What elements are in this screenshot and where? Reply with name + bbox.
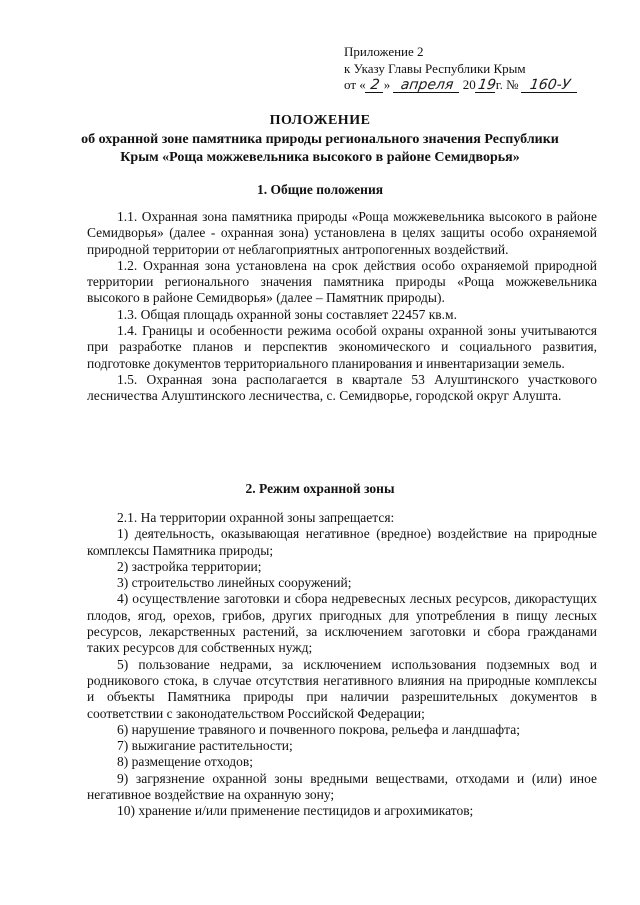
list-item-9: 9) загрязнение охранной зоны вредными веществами, отходами и (или) иное негативное воздействие на охранную зону; xyxy=(87,770,597,803)
document-subtitle xyxy=(0,131,640,167)
paragraph-1-5: 1.5. Охранная зона располагается в квартале 53 Алуштинского участкового лесничества Алуштинского лесничества, с. Семидворье, городской округ Алушта. xyxy=(87,371,597,404)
appendix-line-2: к Указу Главы Республики Крым xyxy=(344,60,526,76)
list-item-8: 8) размещение отходов; xyxy=(117,754,254,770)
document-subtitle-line-1: об охранной зоне памятника природы регионального значения Республики xyxy=(81,132,559,147)
appendix-block xyxy=(344,44,578,94)
handwritten-month: апреля xyxy=(392,78,460,93)
paragraph-1-1: 1.1. Охранная зона памятника природы «Роща можжевельника высокого в районе Семидворья» (далее - охранная зона) установлена в целях защиты особо охраняемой природной территории от неблагоприятных антропогенных воздействий. xyxy=(87,209,597,257)
list-item-10: 10) хранение и/или применение пестицидов и агрохимикатов; xyxy=(117,803,474,819)
paragraph-2-1: 2.1. На территории охранной зоны запрещается: xyxy=(117,510,395,525)
document-title: ПОЛОЖЕНИЕ xyxy=(269,113,371,128)
list-item-5: 5) пользование недрами, за исключением использования подземных вод и родникового стока, в случае отсутствия негативного влияния на природные комплексы и объекты Памятника природы при наличии разрешительных документов в соответствии с законодательством Российской Федерации; xyxy=(87,656,597,721)
section-2-heading: 2. Режим охранной зоны xyxy=(245,481,395,496)
list-item-4: 4) осуществление заготовки и сбора недревесных лесных ресурсов, дикорастущих плодов, ягод, орехов, грибов, других пригодных для употребления в пищу лесных ресурсов, лекарственных растений, за исключением заготовки и сбора гражданами таких ресурсов для собственных нужд; xyxy=(87,591,597,656)
year-prefix: 20 xyxy=(462,77,476,92)
handwritten-day: 2 xyxy=(365,78,385,93)
section-1-body xyxy=(87,209,597,405)
section-2-body xyxy=(87,510,597,820)
paragraph-1-2: 1.2. Охранная зона установлена на срок действия особо охраняемой природной территории регионального значения памятника природы «Роща можжевельника высокого в районе Семидворья» (далее – Памятник природы). xyxy=(87,257,597,306)
list-item-1: 1) деятельность, оказывающая негативное (вредное) воздействие на природные комплексы Памятника природы; xyxy=(87,526,597,558)
date-prefix: от « xyxy=(344,77,366,92)
document-subtitle-line-2: Крым «Роща можжевельника высокого в районе Семидворья» xyxy=(120,150,520,165)
list-item-3: 3) строительство линейных сооружений; xyxy=(117,575,352,591)
paragraph-1-3: 1.3. Общая площадь охранной зоны составляет 22457 кв.м. xyxy=(117,306,457,322)
date-mid: » xyxy=(383,77,391,92)
year-end: г. № xyxy=(495,77,519,92)
paragraph-1-4: 1.4. Границы и особенности режима особой охраны охранной зоны учитываются при разработке планов и перспектив экономического и социального развития, подготовке документов территориального планирования и инвентаризации земель. xyxy=(87,323,597,371)
section-1-heading: 1. Общие положения xyxy=(256,182,384,197)
handwritten-year: 19 xyxy=(476,77,497,93)
list-item-7: 7) выжигание растительности; xyxy=(117,738,293,754)
list-item-6: 6) нарушение травяного и почвенного покрова, рельефа и ландшафта; xyxy=(117,721,520,737)
appendix-line-1: Приложение 2 xyxy=(344,44,424,59)
appendix-date-line xyxy=(344,77,578,94)
list-item-2: 2) застройка территории; xyxy=(117,558,262,574)
handwritten-number: 160-У xyxy=(521,78,579,93)
